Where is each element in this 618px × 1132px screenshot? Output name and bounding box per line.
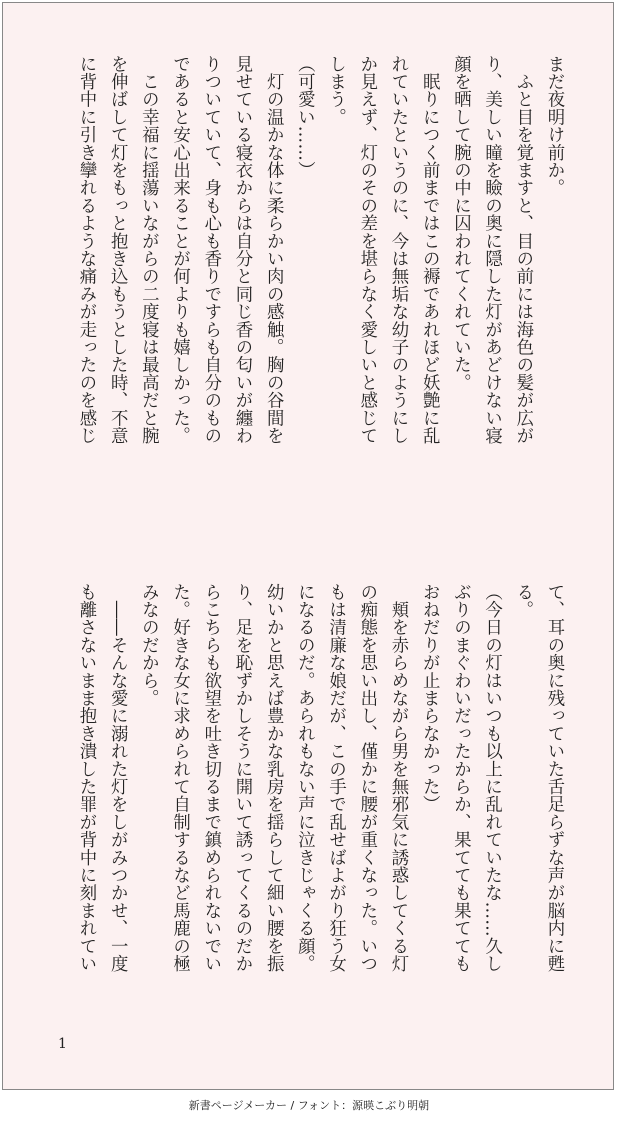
upper-text-block [49, 55, 569, 525]
text-line: （今日の灯はいつも以上に乱れていたな……久し [481, 583, 502, 973]
page-number: 1 [58, 1036, 67, 1052]
text-line: の痴態を思い出し、僅かに腰が重くなった。いつ [356, 583, 377, 973]
text-line: ――そんな愛に溺れた灯をしがみつかせ、一度 [107, 583, 128, 973]
text-line: おねだりが止まらなかった） [419, 583, 440, 814]
text-line: しまう。 [325, 55, 346, 126]
lower-text-block [49, 583, 569, 1053]
book-page [2, 2, 614, 1090]
text-line: た。好きな女に求められて自制するなど馬鹿の極 [169, 583, 190, 973]
text-line: れていたというのに、今は無垢な幼子のようにし [387, 55, 408, 445]
text-line: みなのだから。 [138, 583, 159, 707]
text-line: て、耳の奥に残っていた舌足らずな声が脳内に甦 [544, 583, 564, 973]
text-line: この幸福に揺蕩いながらの二度寝は最高だと腕 [138, 55, 159, 445]
text-line: 頬を赤らめながら男を無邪気に誘惑してくる灯 [387, 583, 408, 973]
text-line: （可愛い……） [294, 55, 315, 179]
text-line: もは清廉な娘だが、この手で乱せばよがり狂う女 [325, 583, 346, 973]
text-line: になるのだ。あられもない声に泣きじゃくる顔。 [294, 583, 315, 973]
text-line: であると安心出来ることが何よりも嬉しかった。 [169, 55, 190, 445]
text-line: りついていて、身も心も香りですらも自分のもの [200, 55, 221, 445]
text-line: を伸ばして灯をもっと抱き込もうとした時、不意 [107, 55, 128, 445]
text-line: 灯の温かな体に柔らかい肉の感触。胸の谷間を [263, 55, 284, 445]
text-line: 眠りにつく前まではこの褥であれほど妖艶に乱 [419, 55, 440, 445]
text-line: 顔を晒して腕の中に囚われてくれていた。 [450, 55, 471, 392]
text-line: 幼いかと思えば豊かな乳房を揺らして細い腰を振 [263, 583, 284, 973]
text-line: も離さないまま抱き潰した罪が背中に刻まれてい [75, 583, 96, 973]
text-line: 見せている寝衣からは自分と同じ香の匂いが纏わ [231, 55, 252, 445]
text-line: ふと目を覚ますと、目の前には海色の髪が広が [512, 55, 533, 445]
footer-credit: 新書ページメーカー / フォント：源暎こぶり明朝 [188, 1099, 430, 1112]
text-line: まだ夜明け前か。 [544, 55, 564, 197]
text-line: らこちらも欲望を吐き切るまで鎮められないでい [200, 583, 221, 973]
text-line: に背中に引き攣れるような痛みが走ったのを感じ [75, 55, 96, 445]
text-line: り、足を恥ずかしそうに開いて誘ってくるのだか [231, 583, 252, 973]
text-line: る。 [512, 583, 533, 619]
text-line: ぶりのまぐわいだったからか、果てても果てても [450, 583, 471, 973]
text-line: か見えず、灯のその差を堪らなく愛しいと感じて [356, 55, 377, 445]
text-line: り、美しい瞳を瞼の奥に隠した灯があどけない寝 [481, 55, 502, 445]
